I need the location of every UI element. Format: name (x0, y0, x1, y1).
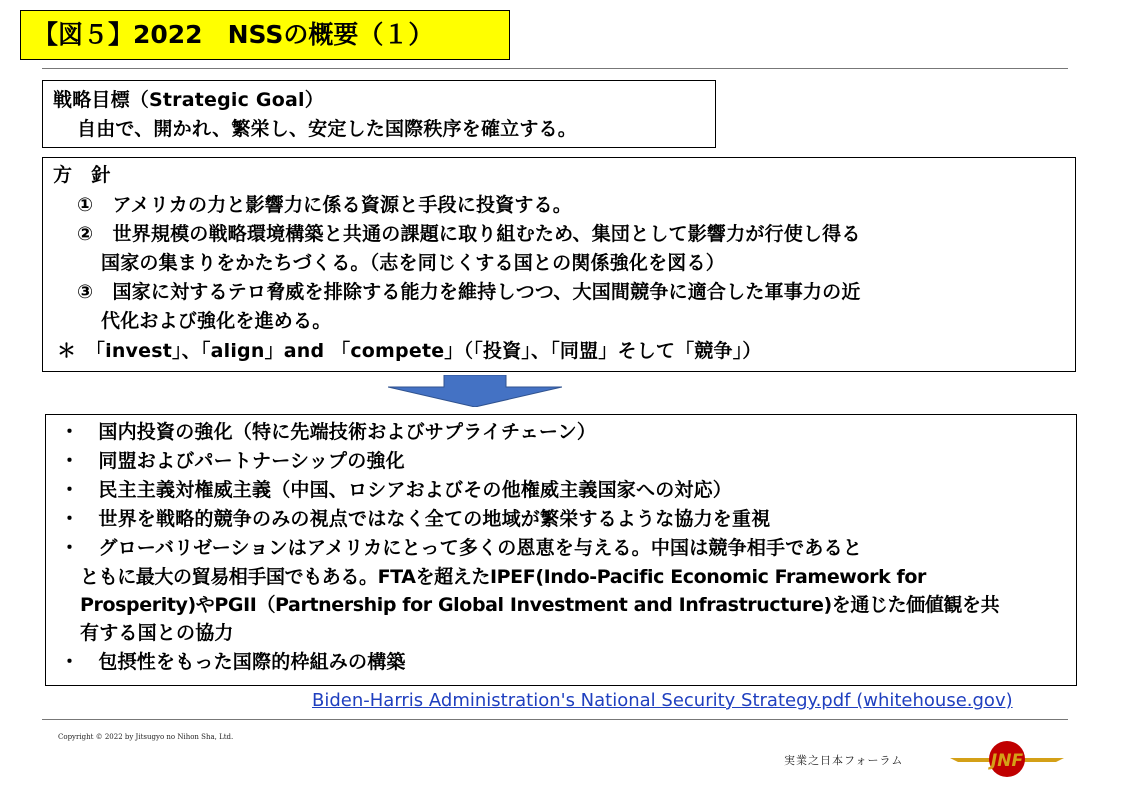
policy-heading: 方 針 (53, 164, 111, 186)
policy-line: ② 世界規模の戦略環境構築と共通の課題に取り組むため、集団として影響力が行使し得る (77, 223, 861, 245)
list-item-continued: 有する国との協力 (80, 622, 234, 644)
source-link[interactable]: Biden-Harris Administration's National Security Strategy.pdf (whitehouse.gov) (312, 690, 1013, 711)
list-item-continued: Prosperity)やPGII（Partnership for Global Investment and Infrastructure)を通じた価値観を共 (80, 594, 1000, 616)
policy-box (42, 157, 1076, 372)
policy-line: 国家の集まりをかたちづくる。（志を同じくする国との関係強化を図る） (101, 252, 725, 274)
footer-divider (42, 719, 1068, 720)
list-item: ・ 同盟およびパートナーシップの強化 (60, 450, 405, 472)
goal-heading: 戦略目標（Strategic Goal） (53, 89, 324, 111)
goal-text: 自由で、開かれ、繁栄し、安定した国際秩序を確立する。 (77, 118, 577, 140)
list-item: ・ 包摂性をもった国際的枠組みの構築 (60, 651, 406, 673)
strategic-goal-box (42, 80, 716, 148)
list-item-continued: ともに最大の貿易相手国でもある。FTAを超えたIPEF(Indo-Pacific Economic Framework for (80, 566, 927, 588)
jnf-logo-icon (948, 738, 1066, 780)
policy-line: 代化および強化を進める。 (101, 310, 332, 332)
svg-text:JNF: JNF (990, 751, 1024, 771)
copyright-text: Copyright © 2022 by Jitsugyo no Nihon Sha, Ltd. (58, 733, 234, 741)
policy-line: ① アメリカの力と影響力に係る資源と手段に投資する。 (77, 194, 572, 216)
policy-line: ③ 国家に対するテロ脅威を排除する能力を維持しつつ、大国間競争に適合した軍事力の近 (77, 281, 861, 303)
down-arrow-icon (388, 375, 562, 407)
policy-note: ＊ 「invest」、「align」and 「compete」（「投資」、「同盟」そして「競争」） (57, 340, 762, 362)
policy-details-box (45, 414, 1077, 686)
list-item: ・ 世界を戦略的競争のみの視点ではなく全ての地域が繁栄するような協力を重視 (60, 508, 771, 530)
title-divider (42, 68, 1068, 69)
list-item: ・ 民主主義対権威主義（中国、ロシアおよびその他権威主義国家への対応） (60, 479, 733, 501)
page-title: 【図５】2022 NSSの概要（１） (20, 10, 510, 60)
list-item: ・ グローバリゼーションはアメリカにとって多くの恩恵を与える。中国は競争相手であると (60, 537, 863, 559)
list-item: ・ 国内投資の強化（特に先端技術およびサプライチェーン） (60, 421, 597, 443)
organization-name: 実業之日本フォーラム (784, 754, 904, 767)
